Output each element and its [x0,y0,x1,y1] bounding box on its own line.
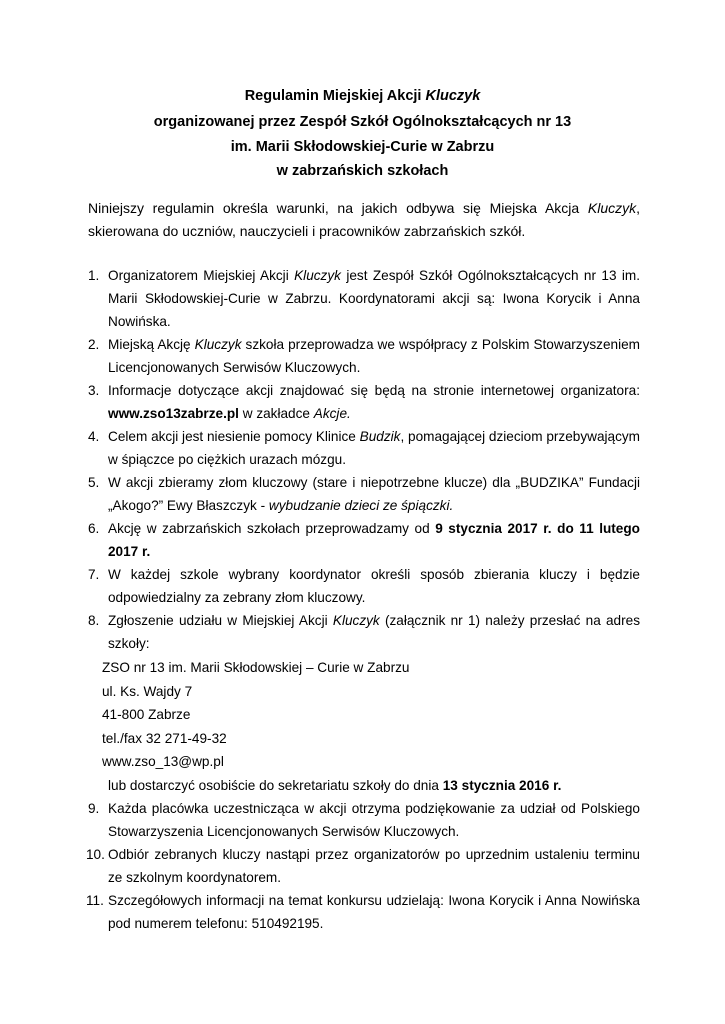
intro-text: Niniejszy regulamin określa warunki, na jakich odbywa się Miejska Akcja [88,200,588,216]
list-item [88,471,640,517]
item-text: W akcji zbieramy złom kluczowy (stare i niepotrzebne klucze) dla „BUDZIKA” Fundacji „Akogo?” Ewy Błaszczyk - [108,475,640,513]
item-text: W każdej szkole wybrany koordynator określi sposób zbierania kluczy i będzie odpowiedzialny za zebrany złom kluczowy. [108,567,640,605]
intro-paragraph [88,197,640,243]
item-italic: Kluczyk [294,268,341,283]
intro-text-end: , skierowana do uczniów, nauczycieli i pracowników zabrzańskich szkół. [88,200,640,239]
item-number: 8. [88,613,100,628]
list-item [88,609,640,655]
item-text-end: , pomagającej dzieciom przebywającym w śpiączce po ciężkich urazach mózgu. [108,429,640,467]
address-line: 41-800 Zabrze [102,707,191,722]
item-text: Organizatorem Miejskiej Akcji [108,268,295,283]
item-text-mid: w zakładce [238,406,314,421]
address-line: tel./fax 32 271-49-32 [102,730,227,746]
item-italic: Kluczyk [194,337,242,352]
school-address-block [102,656,409,774]
website-link-text: www.zso13zabrze.pl [108,406,239,421]
item-text-end: szkoła przeprowadza we współpracy z Polskim Stowarzyszeniem Licencjonowanych Serwisów Kluczowych. [108,337,640,375]
item-number: 2. [88,337,100,352]
list-item [88,425,640,471]
submission-deadline [108,774,561,798]
list-item [88,797,640,843]
item-number: 7. [88,567,100,582]
address-line: ZSO nr 13 im. Marii Skłodowskiej – Curie w Zabrzu [102,660,410,675]
title-line-1 [0,88,725,104]
title-line-2: organizowanej przez Zespół Szkół Ogólnokształcących nr 13 [153,114,572,130]
item-number: 5. [88,475,100,490]
item-italic: Kluczyk [332,613,380,628]
address-line: ul. Ks. Wajdy 7 [102,683,193,699]
item-number: 9. [88,801,100,816]
list-item [88,333,640,379]
item-text: Zgłoszenie udziału w Miejskiej Akcji [108,613,333,628]
title-text: Regulamin Miejskiej Akcji [244,88,426,104]
title-italic-kluczyk: Kluczyk [425,88,481,104]
deadline-date: 13 stycznia 2016 r. [442,778,562,793]
item-italic: wybudzanie dzieci ze śpiączki. [268,498,454,513]
list-item [88,889,640,935]
item-number: 10. [86,847,105,862]
item-text: Miejską Akcję [108,337,195,352]
title-line-4: w zabrzańskich szkołach [276,163,449,179]
list-item [88,843,640,889]
item-number: 4. [88,429,100,444]
item-number: 1. [88,268,100,283]
rules-list-part-1 [88,264,640,655]
item-text: Odbiór zebranych kluczy nastąpi przez organizatorów po uprzednim ustaleniu terminu ze szkolnym koordynatorem. [108,847,640,885]
address-email: www.zso_13@wp.pl [102,754,224,769]
item-italic: Budzik [359,429,401,444]
item-text: Celem akcji jest niesienie pomocy Klinice [108,429,360,444]
item-text: Akcję w zabrzańskich szkołach przeprowadzamy od [108,521,436,536]
item-bold-dates: 9 stycznia 2017 r. do 11 lutego 2017 r. [108,521,640,559]
rules-list-part-2 [88,797,640,935]
item-text: Szczegółowych informacji na temat konkursu udzielają: Iwona Korycik i Anna Nowińska pod numerem telefonu: 510492195. [108,893,640,931]
title-line-3: im. Marii Skłodowskiej-Curie w Zabrzu [230,139,495,155]
item-text-end: (załącznik nr 1) należy przesłać na adres szkoły: [108,613,640,651]
item-text: Każda placówka uczestnicząca w akcji otrzyma podziękowanie za udział od Polskiego Stowarzyszenia Licencjonowanych Serwisów Kluczowych. [108,801,640,839]
list-item [88,379,640,425]
item-italic: Akcje. [313,406,351,421]
list-item [88,563,640,609]
item-number: 11. [86,893,104,908]
item-number: 6. [88,521,100,536]
item-number: 3. [88,383,100,398]
list-item [88,264,640,333]
item-text: Informacje dotyczące akcji znajdować się będą na stronie internetowej organizatora: [108,383,640,398]
list-item [88,517,640,563]
deadline-text: lub dostarczyć osobiście do sekretariatu szkoły do dnia [108,778,443,793]
intro-italic: Kluczyk [587,200,637,216]
item-text-end: jest Zespół Szkół Ogólnokształcących nr 13 im. Marii Skłodowskiej-Curie w Zabrzu. Koordynatorami akcji są: Iwona Korycik i Anna Nowińska. [108,268,640,329]
